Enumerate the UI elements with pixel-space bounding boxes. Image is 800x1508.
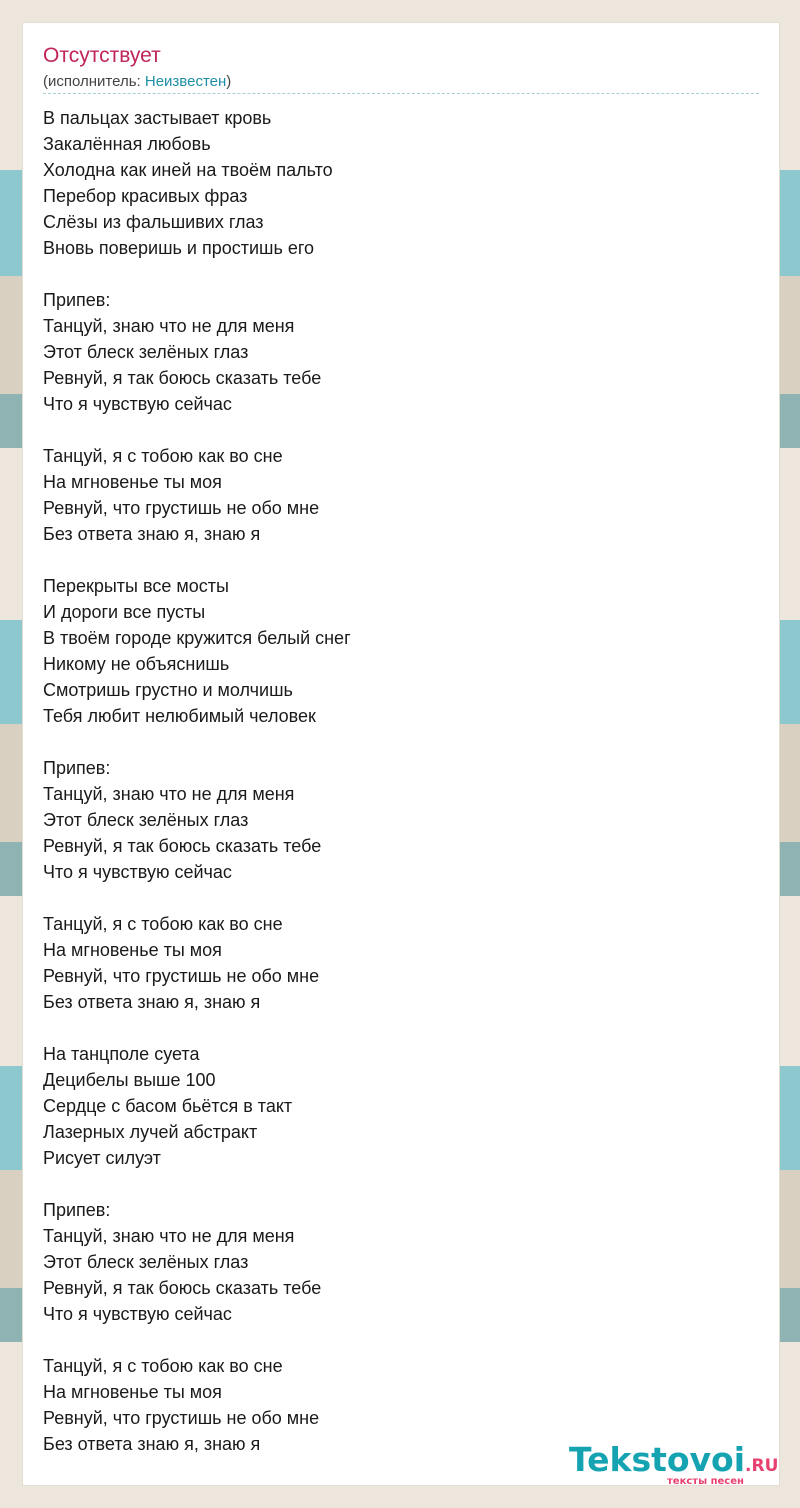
stanza-break xyxy=(43,1327,743,1353)
logo-name: Tekstovoi xyxy=(569,1440,746,1479)
song-title: Отсутствует xyxy=(43,44,161,67)
lyric-line: Сердце с басом бьётся в такт xyxy=(43,1096,293,1116)
lyric-line: Никому не объяснишь xyxy=(43,654,230,674)
lyric-line: Что я чувствую сейчас xyxy=(43,394,232,414)
stanza-break xyxy=(43,1015,743,1041)
lyric-line: Танцуй, я с тобою как во сне xyxy=(43,446,283,466)
divider xyxy=(43,93,759,94)
lyric-line: Без ответа знаю я, знаю я xyxy=(43,524,261,544)
lyric-line: Лазерных лучей абстракт xyxy=(43,1122,258,1142)
lyrics-card xyxy=(22,22,780,1486)
lyric-line: Припев: xyxy=(43,1200,111,1220)
artist-link[interactable]: Неизвестен xyxy=(144,73,227,90)
lyric-line: Этот блеск зелёных глаз xyxy=(43,1252,249,1272)
lyrics-text xyxy=(43,105,743,1457)
lyric-line: Ревнуй, что грустишь не обо мне xyxy=(43,1408,320,1428)
lyric-line: Ревнуй, я так боюсь сказать тебе xyxy=(43,836,322,856)
artist-suffix: ) xyxy=(226,73,232,90)
lyric-line: Перебор красивых фраз xyxy=(43,186,248,206)
lyric-line: Слёзы из фальшивих глаз xyxy=(43,212,264,232)
lyric-line: Танцуй, я с тобою как во сне xyxy=(43,914,283,934)
lyric-line: Этот блеск зелёных глаз xyxy=(43,342,249,362)
artist-line xyxy=(43,73,231,91)
stanza-break xyxy=(43,1171,743,1197)
logo-tld: .RU xyxy=(745,1456,779,1476)
lyric-line: Танцуй, знаю что не для меня xyxy=(43,784,295,804)
lyric-line: Танцуй, я с тобою как во сне xyxy=(43,1356,283,1376)
lyric-line: Смотришь грустно и молчишь xyxy=(43,680,293,700)
lyric-line: На мгновенье ты моя xyxy=(43,940,222,960)
lyric-line: Без ответа знаю я, знаю я xyxy=(43,1434,261,1454)
lyric-line: Тебя любит нелюбимый человек xyxy=(43,706,316,726)
lyric-line: На танцполе суета xyxy=(43,1044,200,1064)
stanza-break xyxy=(43,547,743,573)
tekstovoi-logo[interactable] xyxy=(569,1441,779,1485)
stanza-break xyxy=(43,417,743,443)
stanza-break xyxy=(43,261,743,287)
lyric-line: Ревнуй, я так боюсь сказать тебе xyxy=(43,368,322,388)
lyric-line: Что я чувствую сейчас xyxy=(43,1304,232,1324)
lyric-line: Холодна как иней на твоём пальто xyxy=(43,160,333,180)
lyric-line: Рисует силуэт xyxy=(43,1148,161,1168)
lyric-line: Что я чувствую сейчас xyxy=(43,862,232,882)
lyric-line: В пальцах застывает кровь xyxy=(43,108,272,128)
logo-tagline: тексты песен xyxy=(667,1476,744,1487)
lyric-line: Ревнуй, что грустишь не обо мне xyxy=(43,966,320,986)
lyric-line: Ревнуй, я так боюсь сказать тебе xyxy=(43,1278,322,1298)
lyric-line: Танцуй, знаю что не для меня xyxy=(43,316,295,336)
lyric-line: На мгновенье ты моя xyxy=(43,472,222,492)
lyric-line: Припев: xyxy=(43,758,111,778)
lyric-line: Вновь поверишь и простишь его xyxy=(43,238,315,258)
lyric-line: Закалённая любовь xyxy=(43,134,211,154)
artist-prefix: (исполнитель: xyxy=(43,73,145,90)
lyric-line: Децибелы выше 100 xyxy=(43,1070,216,1090)
stanza-break xyxy=(43,729,743,755)
lyric-line: Ревнуй, что грустишь не обо мне xyxy=(43,498,320,518)
lyric-line: На мгновенье ты моя xyxy=(43,1382,222,1402)
lyric-line: Припев: xyxy=(43,290,111,310)
lyric-line: И дороги все пусты xyxy=(43,602,206,622)
stanza-break xyxy=(43,885,743,911)
lyric-line: Танцуй, знаю что не для меня xyxy=(43,1226,295,1246)
lyric-line: Этот блеск зелёных глаз xyxy=(43,810,249,830)
lyric-line: Перекрыты все мосты xyxy=(43,576,229,596)
lyric-line: В твоём городе кружится белый снег xyxy=(43,628,351,648)
lyric-line: Без ответа знаю я, знаю я xyxy=(43,992,261,1012)
